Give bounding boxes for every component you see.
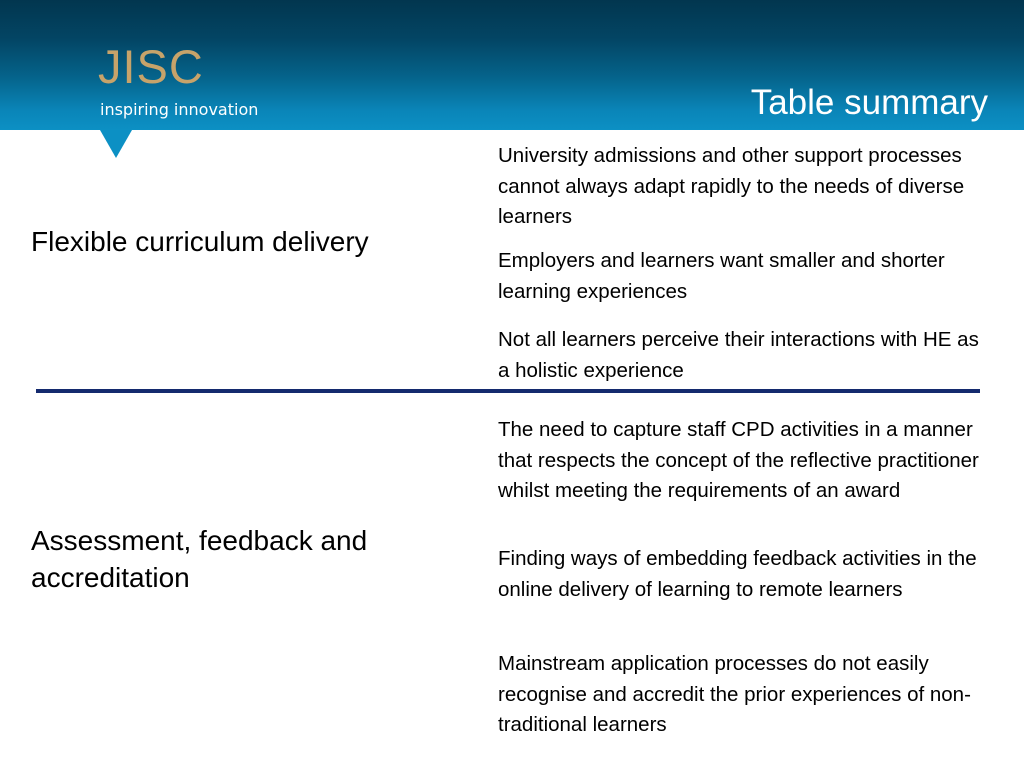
- page-title: Table summary: [750, 83, 988, 122]
- logo-pointer-icon: [100, 130, 132, 158]
- section-label-assessment: Assessment, feedback and accreditation: [31, 525, 368, 593]
- section-1-item-3: Not all learners perceive their interactions with HE as a holistic experience: [498, 328, 979, 382]
- section-2-item-2: Finding ways of embedding feedback activities in the online delivery of learning to remote learners: [498, 547, 977, 601]
- logo-tagline: inspiring innovation: [100, 100, 259, 119]
- section-2-item-1: The need to capture staff CPD activities in a manner that respects the concept of the reflective practitioner whilst meeting the requirements of an award: [498, 418, 979, 502]
- section-1-item-2: Employers and learners want smaller and shorter learning experiences: [498, 249, 945, 303]
- section-2-item-3: Mainstream application processes do not easily recognise and accredit the prior experiences of non-traditional learners: [498, 652, 971, 736]
- jisc-logo: JISC: [98, 40, 204, 93]
- section-label-flexible-curriculum: Flexible curriculum delivery: [31, 226, 369, 257]
- section-1-item-1: University admissions and other support processes cannot always adapt rapidly to the needs of diverse learners: [498, 144, 965, 228]
- section-divider: [36, 389, 980, 393]
- header-banner: [0, 0, 1024, 130]
